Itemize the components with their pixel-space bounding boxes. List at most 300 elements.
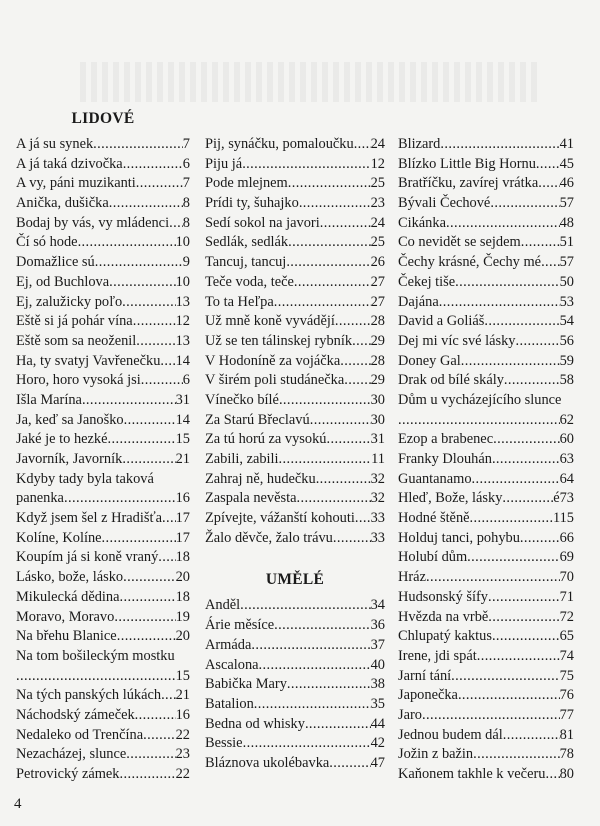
entry-page: 10 xyxy=(175,273,190,290)
index-entry xyxy=(205,754,385,774)
dot-leader xyxy=(64,489,176,509)
dot-leader xyxy=(117,627,176,647)
entry-page: 57 xyxy=(559,195,574,212)
entry-page: 65 xyxy=(559,628,574,645)
dot-leader xyxy=(310,411,371,431)
entry-title: Zabili, zabili xyxy=(205,451,279,467)
index-entry xyxy=(398,194,574,214)
entry-page: 31 xyxy=(370,431,385,448)
entry-page: 69 xyxy=(559,549,574,566)
dot-leader xyxy=(521,233,560,253)
index-entry xyxy=(205,470,385,490)
entry-title: Tancuj, tancuj xyxy=(205,254,287,271)
entry-page: 16 xyxy=(175,706,190,723)
dot-leader xyxy=(439,293,560,313)
index-entry xyxy=(398,627,574,647)
dot-leader xyxy=(398,411,560,431)
dot-leader xyxy=(294,273,371,293)
entry-page: 14 xyxy=(175,352,190,369)
entry-page: 17 xyxy=(175,510,190,527)
dot-leader xyxy=(492,627,560,647)
dot-leader xyxy=(122,293,175,313)
dot-leader xyxy=(297,489,371,509)
dot-leader xyxy=(108,430,176,450)
index-entry xyxy=(16,627,190,647)
index-entry xyxy=(398,293,574,313)
dot-leader xyxy=(488,588,560,608)
entry-page: 57 xyxy=(559,254,574,271)
entry-page: 15 xyxy=(175,431,190,448)
index-entry xyxy=(16,568,190,588)
entry-page: 8 xyxy=(182,214,190,231)
entry-title: Blízko Little Big Hornu xyxy=(398,155,536,172)
dot-leader xyxy=(320,214,371,234)
dot-leader xyxy=(352,332,371,352)
dot-leader xyxy=(335,312,371,332)
index-entry xyxy=(205,596,385,616)
entry-page: 64 xyxy=(559,470,574,487)
index-entry xyxy=(16,588,190,608)
entry-page: 25 xyxy=(370,175,385,192)
index-entry xyxy=(16,233,190,253)
dot-leader xyxy=(470,509,553,529)
entry-title: Sedí sokol na javori xyxy=(205,214,320,231)
index-entry xyxy=(16,765,190,785)
index-column-3 xyxy=(398,109,574,785)
index-entry xyxy=(205,214,385,234)
entry-title: Eště som sa neoženil xyxy=(16,332,137,349)
entry-title: Ej, od Buchlova xyxy=(16,273,110,290)
entry-page: 71 xyxy=(559,588,574,605)
entry-title: Na tých panských lúkách xyxy=(16,687,162,704)
dot-leader xyxy=(516,332,560,352)
dot-leader xyxy=(354,135,371,155)
entry-title: panenka xyxy=(16,490,64,507)
index-entry xyxy=(398,273,574,293)
index-entry xyxy=(398,135,574,155)
entry-title: Babička Mary xyxy=(205,676,287,693)
entry-title: Išla Marína xyxy=(16,391,82,408)
entry-title: Kaňonem takhle k večeru xyxy=(398,766,546,782)
entry-title: Hodné štěně xyxy=(398,510,470,527)
entry-title: Eště si já pohár vína xyxy=(16,313,133,330)
entry-page: 33 xyxy=(370,510,385,527)
index-entry xyxy=(205,352,385,372)
dot-leader xyxy=(136,332,175,352)
index-entry xyxy=(205,174,385,194)
entry-page: 30 xyxy=(370,391,385,408)
index-entry xyxy=(16,312,190,332)
entry-page: 41 xyxy=(559,136,574,152)
entry-page: 56 xyxy=(559,332,574,349)
index-entry xyxy=(16,411,190,431)
index-entry xyxy=(398,411,574,431)
index-entry xyxy=(16,548,190,568)
entry-page: 48 xyxy=(559,214,574,231)
entry-title: V širém poli studánečka xyxy=(205,372,345,389)
index-entry xyxy=(16,352,190,372)
index-entry xyxy=(398,391,574,411)
entry-page: 76 xyxy=(559,687,574,704)
entry-title: Dej mi víc své lásky xyxy=(398,332,516,349)
entry-page: 11 xyxy=(371,451,385,467)
index-entry xyxy=(398,470,574,490)
entry-title: Na tom bošileckým mostku xyxy=(16,647,175,664)
index-entry xyxy=(16,745,190,765)
entry-page: 23 xyxy=(370,195,385,212)
dot-leader xyxy=(169,214,183,234)
dot-leader xyxy=(422,706,560,726)
index-entry xyxy=(16,194,190,214)
index-entry xyxy=(205,616,385,636)
index-entry xyxy=(16,647,190,667)
entry-page: é73 xyxy=(553,490,574,507)
index-entry xyxy=(205,734,385,754)
entry-page: 37 xyxy=(370,636,385,653)
entry-page: 28 xyxy=(370,352,385,369)
dot-leader xyxy=(242,155,370,175)
dot-leader xyxy=(114,608,175,628)
entry-title: Když jsem šel z Hradišťa xyxy=(16,510,163,527)
entry-title: Hudsonský šífy xyxy=(398,588,488,605)
dot-leader xyxy=(440,135,559,155)
entry-page: 31 xyxy=(175,391,190,408)
index-entry xyxy=(398,371,574,391)
index-entry xyxy=(16,608,190,628)
entry-page: 28 xyxy=(370,313,385,330)
entry-page: 51 xyxy=(559,234,574,251)
index-entry xyxy=(398,430,574,450)
index-entry xyxy=(16,470,190,490)
index-entry xyxy=(205,371,385,391)
dot-leader xyxy=(355,509,371,529)
index-entry xyxy=(398,489,574,509)
entry-page: 14 xyxy=(175,411,190,428)
index-entry xyxy=(398,608,574,628)
dot-leader xyxy=(493,430,560,450)
entry-page: 17 xyxy=(175,529,190,546)
index-entry xyxy=(398,155,574,175)
index-entry xyxy=(16,450,190,470)
dot-leader xyxy=(158,548,175,568)
entry-title: Árie měsíce xyxy=(205,617,275,634)
dot-leader xyxy=(340,352,370,372)
index-entry xyxy=(398,253,574,273)
entry-page: 6 xyxy=(182,372,190,389)
index-entry xyxy=(16,489,190,509)
dot-leader xyxy=(458,686,560,706)
dot-leader xyxy=(455,273,559,293)
index-entry xyxy=(16,706,190,726)
dot-leader xyxy=(274,616,370,636)
index-entry xyxy=(16,253,190,273)
dot-leader xyxy=(124,411,176,431)
index-entry xyxy=(205,489,385,509)
entry-title: Jednou budem dál xyxy=(398,726,503,743)
index-entry xyxy=(205,430,385,450)
index-column-1 xyxy=(16,109,190,785)
entry-page: 63 xyxy=(559,451,574,467)
entry-title: Už mně koně vyvádějí xyxy=(205,313,335,330)
entry-title: A já taká dzivočka xyxy=(16,155,123,172)
entry-page: 58 xyxy=(559,372,574,389)
dot-leader xyxy=(467,548,559,568)
dot-leader xyxy=(259,656,371,676)
index-entry xyxy=(205,194,385,214)
entry-title: Jarní tání xyxy=(398,667,452,684)
section-gap xyxy=(205,548,385,570)
index-entry xyxy=(398,667,574,687)
entry-title: Čechy krásné, Čechy mé xyxy=(398,254,542,271)
entry-title: Dům u vycházejícího slunce xyxy=(398,391,562,408)
entry-title: A vy, páni muzikanti xyxy=(16,175,136,192)
index-entry xyxy=(205,253,385,273)
index-entry xyxy=(398,509,574,529)
entry-title: Anděl xyxy=(205,597,241,614)
entry-title: Nedaleko od Trenčína xyxy=(16,726,144,743)
entry-title: Ej, zalužicky poľo xyxy=(16,293,123,310)
entry-page: 25 xyxy=(370,234,385,251)
entry-title: Zahraj ně, hudečku xyxy=(205,470,316,487)
index-entry xyxy=(398,686,574,706)
index-entry xyxy=(205,411,385,431)
entry-title: David a Goliáš xyxy=(398,313,485,330)
dot-leader xyxy=(305,715,371,735)
entry-page: 27 xyxy=(370,293,385,310)
index-entry xyxy=(16,214,190,234)
entry-title: Chlupatý kaktus xyxy=(398,628,492,645)
entry-page: 15 xyxy=(175,667,190,684)
dot-leader xyxy=(536,155,560,175)
entry-page: 77 xyxy=(559,706,574,723)
section-heading: LIDOVÉ xyxy=(71,110,135,127)
index-entry xyxy=(16,273,190,293)
entry-title: Co nevidět se sejdem xyxy=(398,234,521,251)
dot-leader xyxy=(120,765,176,785)
dot-leader xyxy=(109,273,175,293)
entry-page: 45 xyxy=(559,155,574,172)
entry-page: 53 xyxy=(559,293,574,310)
entry-title: Zpívejte, vážanští kohouti xyxy=(205,510,355,527)
index-entry xyxy=(205,332,385,352)
entry-page: 74 xyxy=(559,647,574,664)
dot-leader xyxy=(279,391,371,411)
entry-page: 32 xyxy=(370,490,385,507)
dot-leader xyxy=(538,174,559,194)
index-entry xyxy=(16,332,190,352)
index-entry xyxy=(205,155,385,175)
entry-title: Koupím já si koně vraný xyxy=(16,549,159,566)
index-entry xyxy=(205,529,385,549)
entry-page: 35 xyxy=(370,695,385,712)
dot-leader xyxy=(426,568,560,588)
index-entry xyxy=(398,332,574,352)
entry-page: 21 xyxy=(175,451,190,467)
dot-leader xyxy=(446,214,560,234)
entry-page: 19 xyxy=(175,608,190,625)
entry-title: Ezop a brabenec xyxy=(398,431,494,448)
index-entry xyxy=(16,686,190,706)
entry-page: 59 xyxy=(559,352,574,369)
entry-title: Petrovický zámek xyxy=(16,766,120,782)
entry-page: 60 xyxy=(559,431,574,448)
entry-title: Dajána xyxy=(398,293,439,310)
index-entry xyxy=(16,726,190,746)
dot-leader xyxy=(477,647,560,667)
index-entry xyxy=(398,214,574,234)
dot-leader xyxy=(286,253,370,273)
entry-title: Jožin z bažin xyxy=(398,746,474,763)
dot-leader xyxy=(490,194,559,214)
index-entry xyxy=(205,715,385,735)
index-entry xyxy=(16,509,190,529)
entry-title: Vínečko bílé xyxy=(205,391,279,408)
dot-leader xyxy=(162,509,176,529)
entry-page: 32 xyxy=(370,470,385,487)
dot-leader xyxy=(299,194,371,214)
entry-title: Holubí dům xyxy=(398,549,468,566)
entry-title: Bodaj by vás, vy mládenci xyxy=(16,214,170,231)
index-entry xyxy=(205,233,385,253)
index-entry xyxy=(398,233,574,253)
dot-leader xyxy=(160,352,175,372)
entry-title: Náchodský zámeček xyxy=(16,706,135,723)
dot-leader xyxy=(126,745,175,765)
dot-leader xyxy=(82,391,176,411)
index-entry xyxy=(398,647,574,667)
entry-page: 16 xyxy=(175,490,190,507)
index-entry xyxy=(398,548,574,568)
dot-leader xyxy=(135,706,176,726)
entry-page: 22 xyxy=(175,726,190,743)
entry-title: Pode mlejnem xyxy=(205,175,288,192)
entry-title: Doney Gal xyxy=(398,352,461,369)
entry-page: 18 xyxy=(175,549,190,566)
entry-page: 33 xyxy=(370,529,385,546)
dot-leader xyxy=(136,174,183,194)
entry-title: A já su synek xyxy=(16,136,94,152)
entry-title: Horo, horo vysoká jsi xyxy=(16,372,141,389)
entry-title: Čekej tiše xyxy=(398,273,456,290)
dot-leader xyxy=(95,253,183,273)
entry-page: 36 xyxy=(370,617,385,634)
dot-leader xyxy=(545,765,559,785)
entry-page: 115 xyxy=(552,510,574,527)
entry-page: 44 xyxy=(370,715,385,732)
dot-leader xyxy=(288,233,370,253)
entry-page: 20 xyxy=(175,628,190,645)
index-entry xyxy=(205,509,385,529)
index-entry xyxy=(205,450,385,470)
dot-leader xyxy=(102,529,176,549)
dot-leader xyxy=(243,734,371,754)
entry-page: 7 xyxy=(182,175,190,192)
entry-page: 29 xyxy=(370,372,385,389)
entry-page: 24 xyxy=(370,136,385,152)
entry-page: 24 xyxy=(370,214,385,231)
index-entry xyxy=(205,695,385,715)
dot-leader xyxy=(133,312,176,332)
entry-title: Holduj tanci, pohybu xyxy=(398,529,520,546)
entry-title: Franky Dlouhán xyxy=(398,451,492,467)
entry-page: 70 xyxy=(559,569,574,586)
index-entry xyxy=(205,391,385,411)
index-entry xyxy=(398,588,574,608)
index-entry xyxy=(205,312,385,332)
entry-title: Jaro xyxy=(398,706,422,723)
entry-title: Guantanamo xyxy=(398,470,472,487)
entry-title: Cikánka xyxy=(398,214,446,231)
index-entry xyxy=(205,273,385,293)
dot-leader xyxy=(504,371,560,391)
entry-title: Ha, ty svatyj Vavřenečku xyxy=(16,352,161,369)
entry-title: Zaspala nevěsta xyxy=(205,490,297,507)
entry-title: Teče voda, teče xyxy=(205,273,294,290)
dot-leader xyxy=(16,667,176,687)
entry-page: 12 xyxy=(370,155,385,172)
entry-page: 38 xyxy=(370,676,385,693)
entry-title: Ascalona xyxy=(205,656,259,673)
entry-page: 12 xyxy=(175,313,190,330)
entry-page: 21 xyxy=(175,687,190,704)
entry-page: 66 xyxy=(559,529,574,546)
dot-leader xyxy=(503,726,560,746)
bleed-through-text xyxy=(80,62,540,102)
entry-title: Drak od bílé skály xyxy=(398,372,504,389)
entry-title: Za Starú Břeclavú xyxy=(205,411,310,428)
dot-leader xyxy=(143,726,176,746)
dot-leader xyxy=(473,745,559,765)
index-entry xyxy=(398,745,574,765)
entry-page: 81 xyxy=(559,726,574,743)
entry-page: 10 xyxy=(175,234,190,251)
dot-leader xyxy=(274,293,371,313)
index-entry xyxy=(398,174,574,194)
index-entry xyxy=(16,667,190,687)
entry-page: 8 xyxy=(182,195,190,212)
entry-title: Kdyby tady byla taková xyxy=(16,470,154,487)
dot-leader xyxy=(488,608,559,628)
index-entry xyxy=(398,352,574,372)
entry-page: 20 xyxy=(175,569,190,586)
entry-title: Javorník, Javorník xyxy=(16,451,123,467)
dot-leader xyxy=(254,695,371,715)
entry-page: 47 xyxy=(370,754,385,771)
dot-leader xyxy=(122,450,175,470)
dot-leader xyxy=(251,636,370,656)
entry-page: 34 xyxy=(370,597,385,614)
index-entry xyxy=(16,430,190,450)
entry-title: Na břehu Blanice xyxy=(16,628,117,645)
entry-title: To ta Heľpa xyxy=(205,293,274,310)
entry-title: Čí só hode xyxy=(16,234,78,251)
page-number: 4 xyxy=(14,796,22,812)
entry-title: Blizard xyxy=(398,136,441,152)
entry-title: Bláznova ukolébavka xyxy=(205,754,330,771)
dot-leader xyxy=(288,174,371,194)
entry-page: 78 xyxy=(559,746,574,763)
entry-page: 54 xyxy=(559,313,574,330)
entry-page: 13 xyxy=(175,293,190,310)
entry-page: 62 xyxy=(559,411,574,428)
index-entry xyxy=(398,765,574,785)
entry-title: Lásko, bože, lásko xyxy=(16,569,124,586)
index-entry xyxy=(16,391,190,411)
section-heading: UMĚLÉ xyxy=(265,571,325,589)
entry-page: 72 xyxy=(559,608,574,625)
entry-page: 75 xyxy=(559,667,574,684)
entry-title: Hvězda na vrbě xyxy=(398,608,489,625)
